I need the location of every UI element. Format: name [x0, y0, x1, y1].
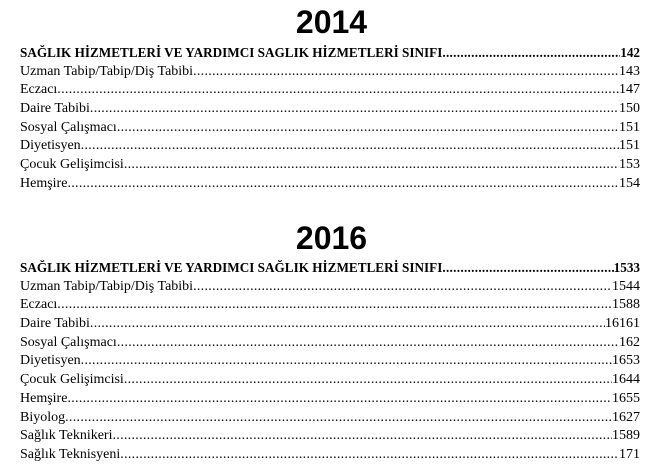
toc-entry	[20, 100, 640, 119]
toc-entry-label: Daire Tabibi	[20, 316, 90, 332]
toc-entry	[20, 390, 640, 409]
toc-entry-label: Sağlık Teknisyeni	[20, 446, 121, 462]
toc-heading-row	[20, 44, 640, 63]
toc-entry-page: 1655	[612, 390, 640, 406]
toc-entry-label: Uzman Tabip/Tabip/Diş Tabibi	[20, 63, 194, 79]
dot-leader	[57, 81, 619, 100]
toc-entry	[20, 371, 640, 390]
toc-heading-label: SAĞLIK HİZMETLERİ VE YARDIMCI SAGLIK HİZMETLERİ SINIFI	[20, 45, 443, 60]
dot-leader	[81, 137, 619, 156]
toc-heading-label: SAĞLIK HİZMETLERİ VE YARDIMCI SAĞLIK HİZMETLERİ SINIFI	[20, 260, 443, 275]
toc-entry-label: Uzman Tabip/Tabip/Diş Tabibi	[20, 278, 194, 294]
dot-leader	[442, 259, 613, 278]
toc-entry-label: Diyetisyen	[20, 138, 81, 154]
toc-entry	[20, 63, 640, 82]
toc-entry-page: 16161	[605, 316, 640, 332]
toc-entry	[20, 156, 640, 175]
toc-entry-page: 143	[619, 63, 640, 79]
dot-leader	[442, 44, 620, 63]
dot-leader	[90, 100, 619, 119]
toc-entry-page: 171	[619, 446, 640, 462]
dot-leader	[112, 427, 612, 446]
toc-entry	[20, 278, 640, 297]
toc-2016	[20, 259, 640, 465]
toc-entry-label: Sağlık Teknikeri	[20, 428, 113, 444]
toc-entry-label: Diyetisyen	[20, 353, 81, 369]
dot-leader	[67, 175, 619, 194]
toc-entry	[20, 446, 640, 465]
toc-2014	[20, 44, 640, 194]
toc-entry	[20, 119, 640, 138]
dot-leader	[117, 334, 619, 353]
toc-entry-page: 1589	[612, 428, 640, 444]
toc-entry-page: 147	[619, 82, 640, 98]
dot-leader	[67, 390, 612, 409]
dot-leader	[120, 446, 619, 465]
toc-entry	[20, 175, 640, 194]
dot-leader	[124, 156, 619, 175]
dot-leader	[117, 119, 619, 138]
toc-entry-page: 1653	[612, 353, 640, 369]
toc-heading-row	[20, 259, 640, 278]
toc-heading-page: 142	[620, 45, 640, 60]
toc-entry-page: 1644	[612, 372, 640, 388]
toc-entry	[20, 409, 640, 428]
toc-entry-page: 1544	[612, 278, 640, 294]
year-heading-2016: 2016	[295, 220, 368, 256]
toc-entry	[20, 81, 640, 100]
toc-entry-page: 154	[619, 175, 640, 191]
toc-entry-page: 153	[619, 157, 640, 173]
year-heading-2014: 2014	[295, 4, 368, 40]
toc-entry-label: Çocuk Gelişimcisi	[20, 372, 124, 388]
toc-entry-label: Hemşire	[20, 390, 68, 406]
toc-entry-label: Sosyal Çalışmacı	[20, 334, 117, 350]
dot-leader	[193, 63, 619, 82]
toc-entry-label: Sosyal Çalışmacı	[20, 119, 117, 135]
dot-leader	[193, 278, 612, 297]
dot-leader	[90, 315, 605, 334]
toc-entry-page: 150	[619, 101, 640, 117]
toc-entry-label: Biyolog	[20, 409, 66, 425]
dot-leader	[57, 296, 612, 315]
dot-leader	[65, 409, 612, 428]
toc-entry-label: Hemşire	[20, 175, 68, 191]
toc-entry-page: 162	[619, 334, 640, 350]
toc-entry	[20, 315, 640, 334]
toc-entry-label: Çocuk Gelişimcisi	[20, 157, 124, 173]
toc-heading-page: 1533	[613, 260, 640, 275]
toc-entry-page: 1627	[612, 409, 640, 425]
toc-entry	[20, 427, 640, 446]
toc-entry-label: Daire Tabibi	[20, 101, 90, 117]
toc-entry	[20, 334, 640, 353]
toc-entry-label: Eczacı	[20, 297, 58, 313]
toc-entry-page: 1588	[612, 297, 640, 313]
toc-entry-label: Eczacı	[20, 82, 58, 98]
toc-entry	[20, 296, 640, 315]
toc-entry	[20, 137, 640, 156]
dot-leader	[124, 371, 612, 390]
toc-entry-page: 151	[619, 138, 640, 154]
dot-leader	[81, 352, 612, 371]
toc-entry	[20, 352, 640, 371]
toc-entry-page: 151	[619, 119, 640, 135]
